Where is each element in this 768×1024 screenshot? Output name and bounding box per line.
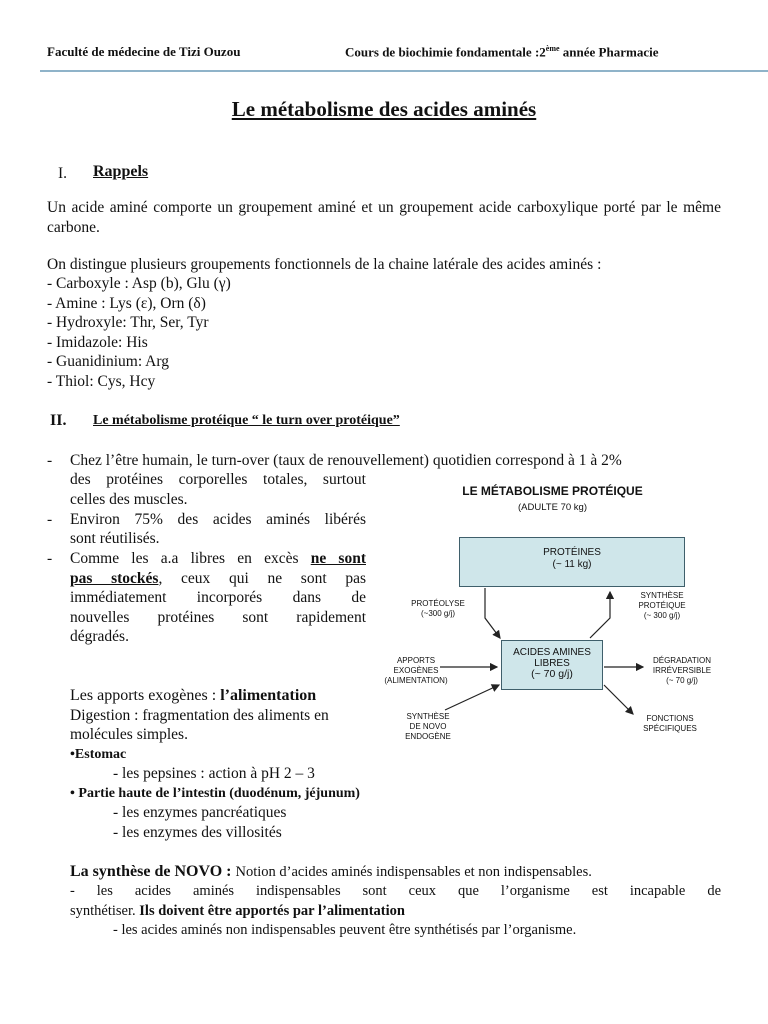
- bullet1-line2: des protéines corporelles totales, surtout: [70, 471, 366, 488]
- specific-functions-label: FONCTIONS SPÉCIFIQUES: [643, 714, 697, 733]
- diagram-subtitle: (ADULTE 70 kg): [518, 502, 587, 513]
- free-amino-acids-box: ACIDES AMINES LIBRES (~ 70 g/j): [501, 640, 603, 690]
- header-faculty: Faculté de médecine de Tizi Ouzou: [47, 44, 241, 59]
- intake-label: APPORTS EXOGÈNES (ALIMENTATION): [384, 656, 448, 685]
- bullet3-line4: nouvelles protéines sont rapidement: [70, 609, 366, 626]
- de-novo-arrow: [445, 685, 499, 710]
- bullet1-line1: Chez l’être humain, le turn-over (taux de renouvellement) quotidien correspond à 1 à 2%: [70, 452, 622, 469]
- novo-line4: - les acides aminés non indispensables peuvent être synthétisés par l’organisme.: [113, 922, 577, 938]
- functions-arrow: [604, 685, 633, 714]
- pepsines-line: - les pepsines : action à pH 2 – 3: [113, 765, 315, 782]
- proteins-box: PROTÉINES (~ 11 kg): [459, 537, 685, 587]
- proteolysis-label: PROTÉOLYSE (~300 g/j): [411, 599, 465, 618]
- novo-heading: La synthèse de NOVO : Notion d’acides aminés indispensables et non indispensables.: [70, 863, 592, 880]
- bullet-dash: -: [47, 452, 53, 469]
- diagram-title: LE MÉTABOLISME PROTÉIQUE: [462, 484, 643, 498]
- list-item: - Amine : Lys (ε), Orn (δ): [47, 294, 206, 312]
- enzymes-pancreatiques: - les enzymes pancréatiques: [113, 804, 287, 821]
- bullet2-line2: sont réutilisés.: [70, 530, 160, 547]
- list-item: - Thiol: Cys, Hcy: [47, 372, 156, 390]
- novo-line3: synthétiser. Ils doivent être apportés par l’alimentation: [70, 903, 405, 919]
- header-rule: [40, 70, 768, 72]
- list-item: - Carboxyle : Asp (b), Glu (γ): [47, 275, 231, 292]
- degradation-label: DÉGRADATION IRRÉVERSIBLE (~ 70 g/j): [652, 656, 712, 685]
- bullet3-line2: pas stockés, ceux qui ne sont pas: [70, 570, 366, 587]
- bullet1-line3: celles des muscles.: [70, 491, 188, 508]
- section2-number: II.: [50, 412, 67, 429]
- digestion-line1: Digestion : fragmentation des aliments en: [70, 707, 329, 724]
- bullet3-line1: Comme les a.a libres en excès ne sont: [70, 550, 366, 567]
- apports-heading: Les apports exogènes : l’alimentation: [70, 687, 317, 704]
- protein-synthesis-arrow: [590, 592, 610, 638]
- page-title: Le métabolisme des acides aminés: [231, 97, 537, 121]
- section1-intro: On distingue plusieurs groupements fonctionnels de la chaine latérale des acides aminés :: [47, 256, 602, 273]
- bullet3-line3: immédiatement incorporés dans de: [70, 589, 366, 606]
- list-item: - Guanidinium: Arg: [47, 353, 169, 370]
- de-novo-label: SYNTHÈSE DE NOVO ENDOGÈNE: [405, 712, 451, 741]
- protein-synthesis-label: SYNTHÈSE PROTÉIQUE (~ 300 g/j): [638, 591, 686, 620]
- enzymes-villosites: - les enzymes des villosités: [113, 824, 282, 841]
- estomac-label: •Estomac: [70, 747, 127, 762]
- header-course: Cours de biochimie fondamentale :2ème année Pharmacie: [345, 44, 659, 60]
- functional-groups-list: [47, 274, 231, 391]
- list-item: - Imidazole: His: [47, 333, 148, 351]
- list-item: - Hydroxyle: Thr, Ser, Tyr: [47, 314, 209, 331]
- section2-heading: Le métabolisme protéique “ le turn over protéique”: [93, 413, 400, 428]
- proteolysis-arrow: [485, 588, 500, 638]
- digestion-line2: molécules simples.: [70, 726, 188, 743]
- section1-heading: Rappels: [93, 163, 149, 180]
- section1-paragraph: Un acide aminé comporte un groupement aminé et un groupement acide carboxylique porté par le même carbone.: [47, 199, 721, 236]
- section1-number: I.: [58, 165, 68, 182]
- bullet2-line1: Environ 75% des acides aminés libérés: [70, 511, 366, 528]
- intestin-label: • Partie haute de l’intestin (duodénum, jéjunum): [70, 786, 360, 801]
- bullet-dash: -: [47, 550, 53, 567]
- bullet-dash: -: [47, 511, 53, 528]
- bullet3-line5: dégradés.: [70, 628, 129, 645]
- novo-line2: - les acides aminés indispensables sont ceux que l’organisme est incapable de: [70, 883, 721, 899]
